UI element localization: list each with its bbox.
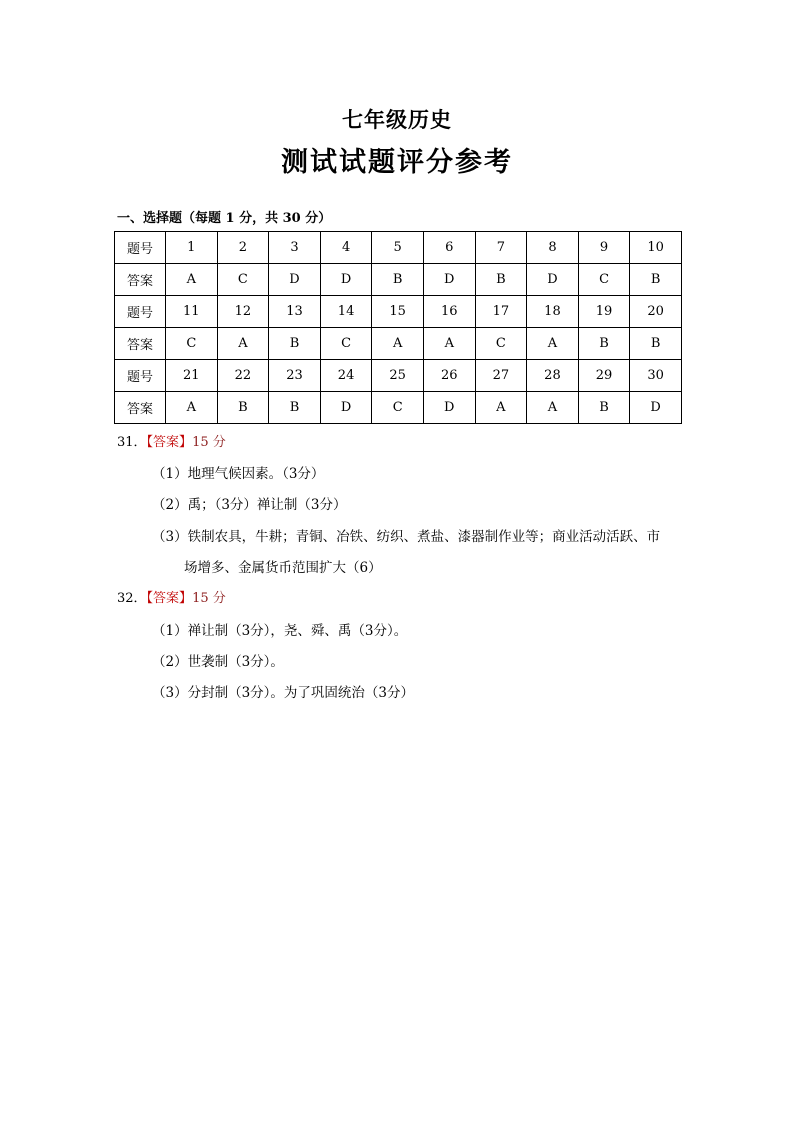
answer-cell: A xyxy=(423,328,475,360)
answer-cell: D xyxy=(630,392,682,424)
question-number-cell: 16 xyxy=(423,296,475,328)
row-label-answer: 答案 xyxy=(115,264,166,296)
answer-cell: A xyxy=(527,328,579,360)
question-number-cell: 13 xyxy=(269,296,321,328)
answer-cell: A xyxy=(475,392,527,424)
question-32-header xyxy=(117,587,226,606)
answer-cell: B xyxy=(475,264,527,296)
table-row-number xyxy=(115,360,682,392)
answer-cell: A xyxy=(166,264,218,296)
question-number-cell: 2 xyxy=(217,232,269,264)
question-number-cell: 12 xyxy=(217,296,269,328)
question-number: 31． xyxy=(117,435,147,450)
row-label-number: 题号 xyxy=(115,232,166,264)
answer-cell: B xyxy=(372,264,424,296)
question-number-cell: 23 xyxy=(269,360,321,392)
q31-answer-line: 场增多、金属货币范围扩大（6） xyxy=(184,560,382,576)
answer-cell: A xyxy=(372,328,424,360)
section-heading-multiple-choice: 一、选择题（每题 1 分，共 30 分） xyxy=(117,211,332,226)
table-row-answer xyxy=(115,264,682,296)
points-label: 15 分 xyxy=(192,591,226,606)
answer-cell: B xyxy=(269,392,321,424)
question-number-cell: 4 xyxy=(320,232,372,264)
grade-subject-title: 七年级历史 xyxy=(342,107,452,132)
table-row-answer xyxy=(115,328,682,360)
document-title: 测试试题评分参考 xyxy=(281,147,513,178)
question-number-cell: 24 xyxy=(320,360,372,392)
question-number-cell: 10 xyxy=(630,232,682,264)
answer-cell: C xyxy=(372,392,424,424)
answer-cell: D xyxy=(320,264,372,296)
answer-cell: C xyxy=(320,328,372,360)
q32-answer-line: （1）禅让制（3分），尧、舜、禹（3分）。 xyxy=(152,623,408,639)
answer-cell: D xyxy=(423,264,475,296)
answer-cell: B xyxy=(269,328,321,360)
question-number-cell: 22 xyxy=(217,360,269,392)
question-number-cell: 3 xyxy=(269,232,321,264)
answer-cell: A xyxy=(527,392,579,424)
points-label: 15 分 xyxy=(192,435,226,450)
answer-cell: B xyxy=(578,328,630,360)
answer-cell: C xyxy=(166,328,218,360)
question-number-cell: 17 xyxy=(475,296,527,328)
answer-cell: C xyxy=(217,264,269,296)
question-31-header xyxy=(117,431,226,450)
answer-cell: B xyxy=(630,264,682,296)
answer-cell: D xyxy=(269,264,321,296)
row-label-answer: 答案 xyxy=(115,328,166,360)
question-number-cell: 15 xyxy=(372,296,424,328)
table-row-number xyxy=(115,232,682,264)
q32-answer-line: （2）世袭制（3分）。 xyxy=(152,654,284,670)
row-label-answer: 答案 xyxy=(115,392,166,424)
question-number-cell: 9 xyxy=(578,232,630,264)
answer-cell: D xyxy=(527,264,579,296)
question-number-cell: 26 xyxy=(423,360,475,392)
question-number-cell: 8 xyxy=(527,232,579,264)
question-number-cell: 21 xyxy=(166,360,218,392)
answer-cell: B xyxy=(217,392,269,424)
answer-cell: C xyxy=(475,328,527,360)
question-number-cell: 25 xyxy=(372,360,424,392)
answer-key-table xyxy=(114,231,682,424)
question-number-cell: 11 xyxy=(166,296,218,328)
question-number-cell: 7 xyxy=(475,232,527,264)
question-number-cell: 20 xyxy=(630,296,682,328)
answer-cell: B xyxy=(578,392,630,424)
question-number: 32． xyxy=(117,591,147,606)
table-row-number xyxy=(115,296,682,328)
answer-cell: A xyxy=(166,392,218,424)
row-label-number: 题号 xyxy=(115,360,166,392)
answer-tag: 【答案】 xyxy=(146,435,193,450)
question-number-cell: 1 xyxy=(166,232,218,264)
q32-answer-line: （3）分封制（3分）。为了巩固统治（3分） xyxy=(152,685,415,701)
question-number-cell: 19 xyxy=(578,296,630,328)
q31-answer-line: （2）禹；（3分）禅让制（3分） xyxy=(152,497,347,513)
question-number-cell: 6 xyxy=(423,232,475,264)
question-number-cell: 5 xyxy=(372,232,424,264)
answer-cell: D xyxy=(320,392,372,424)
answer-tag: 【答案】 xyxy=(146,591,193,606)
answer-cell: A xyxy=(217,328,269,360)
row-label-number: 题号 xyxy=(115,296,166,328)
question-number-cell: 14 xyxy=(320,296,372,328)
question-number-cell: 27 xyxy=(475,360,527,392)
q31-answer-line: （1）地理气候因素。（3分） xyxy=(152,466,325,482)
answer-cell: D xyxy=(423,392,475,424)
question-number-cell: 30 xyxy=(630,360,682,392)
answer-cell: B xyxy=(630,328,682,360)
q31-answer-line: （3）铁制农具，牛耕；青铜、冶铁、纺织、煮盐、漆器制作业等；商业活动活跃、市 xyxy=(152,529,661,545)
question-number-cell: 18 xyxy=(527,296,579,328)
table-row-answer xyxy=(115,392,682,424)
question-number-cell: 29 xyxy=(578,360,630,392)
question-number-cell: 28 xyxy=(527,360,579,392)
answer-cell: C xyxy=(578,264,630,296)
